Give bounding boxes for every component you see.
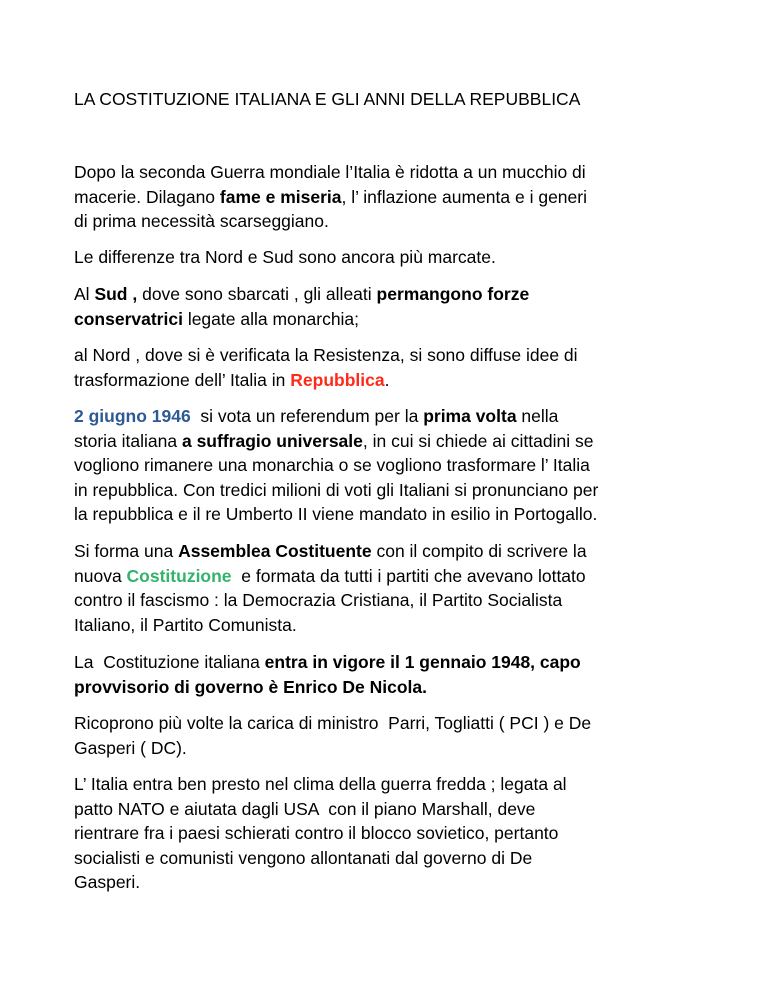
- paragraph-vigore: [74, 650, 704, 699]
- paragraph-guerra-fredda: [74, 772, 704, 895]
- paragraph-north-south: [74, 245, 704, 270]
- text-line: La Costituzione italiana entra in vigore il 1 gennaio 1948, capo: [74, 652, 581, 672]
- paragraph-ministri: [74, 711, 704, 760]
- text-line: Italiano, il Partito Comunista.: [74, 614, 297, 635]
- text-line: macerie. Dilagano fame e miseria, l’ inflazione aumenta e i generi: [74, 186, 587, 207]
- text-line: vogliono rimanere una monarchia o se vogliono trasformare l’ Italia: [74, 455, 590, 475]
- highlight-repubblica: Repubblica: [290, 369, 385, 390]
- text-line: al Nord , dove si è verificata la Resistenza, si sono diffuse idee di: [74, 345, 578, 365]
- text-line: la repubblica e il re Umberto II viene mandato in esilio in Portogallo.: [74, 504, 598, 524]
- text-line: Gasperi.: [74, 872, 141, 892]
- text-line: 2 giugno 1946 si vota un referendum per la prima volta nella: [74, 406, 559, 426]
- emphasis-forze: permangono forze: [376, 284, 530, 304]
- highlight-costituzione: Costituzione: [126, 565, 232, 586]
- text-line: provvisorio di governo è Enrico De Nicola.: [74, 676, 427, 697]
- paragraph-referendum: [74, 404, 704, 527]
- text-line: Ricoprono più volte la carica di ministro Parri, Togliatti ( PCI ) e De: [74, 713, 592, 733]
- text-line: patto NATO e aiutata dagli USA con il piano Marshall, deve: [74, 798, 536, 819]
- paragraph-postwar: [74, 160, 704, 234]
- text-line: conservatrici legate alla monarchia;: [74, 308, 360, 329]
- text-line: di prima necessità scarseggiano.: [74, 211, 329, 231]
- text-line: Gasperi ( DC).: [74, 737, 187, 758]
- paragraph-north: [74, 343, 704, 392]
- emphasis-fame-miseria: fame e miseria: [219, 186, 342, 207]
- text-line: in repubblica. Con tredici milioni di voti gli Italiani si pronunciano per: [74, 479, 599, 500]
- text-line: Si forma una Assemblea Costituente con il compito di scrivere la: [74, 541, 587, 561]
- text-line: socialisti e comunisti vengono allontanati dal governo di De: [74, 847, 533, 868]
- text-line: L’ Italia entra ben presto nel clima della guerra fredda ; legata al: [74, 774, 567, 794]
- text-line: trasformazione dell’ Italia in Repubblica.: [74, 369, 390, 390]
- document-title: LA COSTITUZIONE ITALIANA E GLI ANNI DELLA REPUBBLICA: [74, 89, 581, 109]
- text-line: contro il fascismo : la Democrazia Cristiana, il Partito Socialista: [74, 590, 563, 610]
- paragraph-south: [74, 282, 704, 331]
- text-line: Al Sud , dove sono sbarcati , gli alleati permangono forze: [74, 284, 530, 304]
- highlight-date: 2 giugno 1946: [74, 406, 191, 426]
- text-line: rientrare fra i paesi schierati contro il blocco sovietico, pertanto: [74, 823, 559, 843]
- text-line: Dopo la seconda Guerra mondiale l’Italia è ridotta a un mucchio di: [74, 162, 586, 182]
- emphasis-conservatrici: conservatrici: [74, 308, 183, 329]
- paragraph-assemblea: [74, 539, 704, 637]
- text-line: Le differenze tra Nord e Sud sono ancora più marcate.: [74, 247, 496, 267]
- text-line: storia italiana a suffragio universale, in cui si chiede ai cittadini se: [74, 430, 594, 451]
- emphasis-sud: Sud ,: [94, 284, 138, 304]
- text-line: nuova Costituzione e formata da tutti i partiti che avevano lottato: [74, 565, 586, 586]
